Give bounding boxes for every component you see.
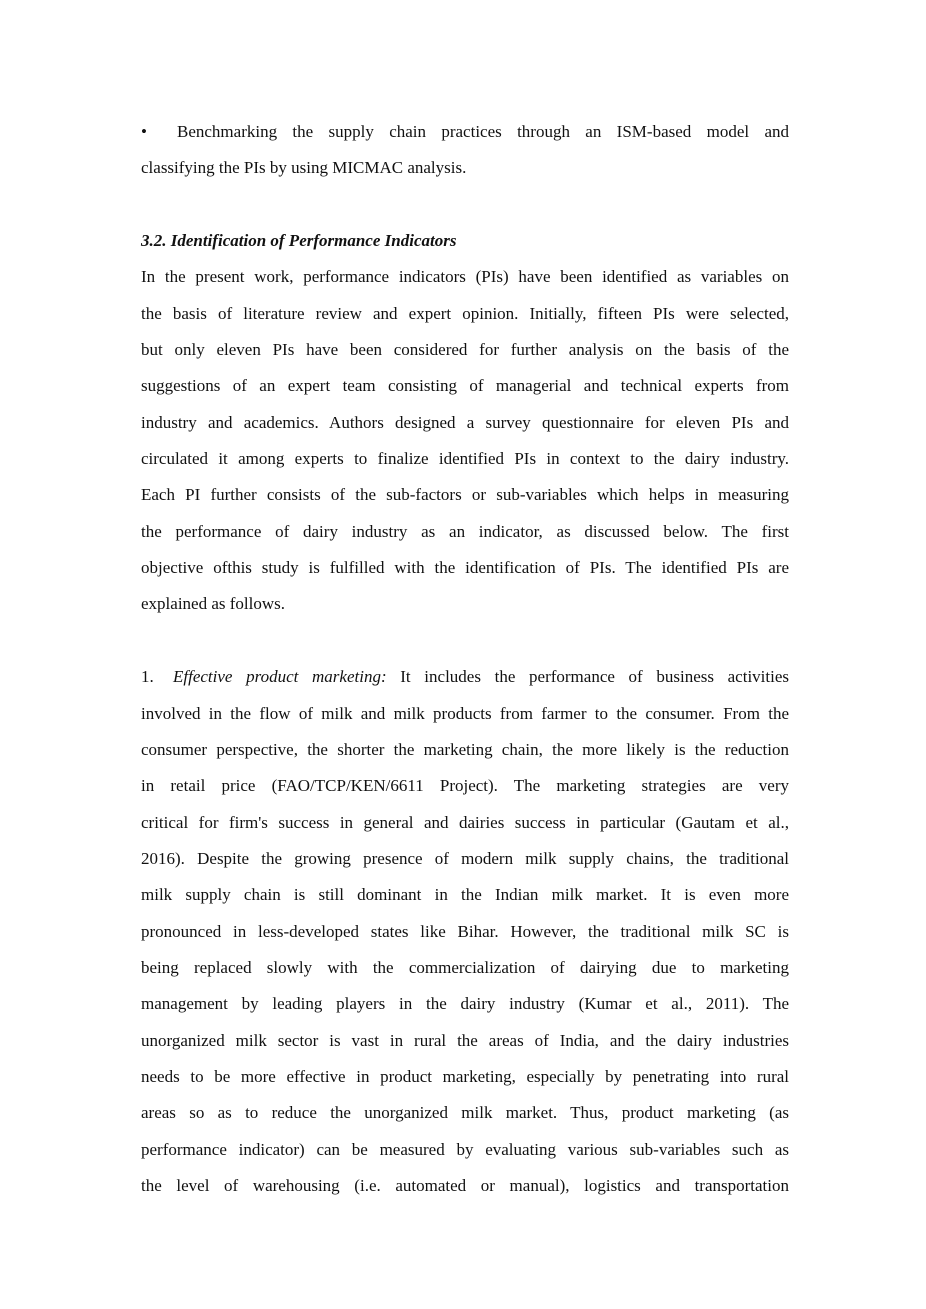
- text-line: In the present work, performance indicators (PIs) have been identified as variables on: [141, 267, 789, 287]
- text-line: the basis of literature review and expert opinion. Initially, fifteen PIs were selected,: [141, 303, 789, 323]
- text-line: management by leading players in the dairy industry (Kumar et al., 2011). The: [141, 994, 789, 1014]
- document-page: [141, 114, 789, 1204]
- text-line: explained as follows.: [141, 594, 285, 614]
- text-line: consumer perspective, the shorter the marketing chain, the more likely is the reduction: [141, 739, 789, 759]
- text-line: industry and academics. Authors designed a survey questionnaire for eleven PIs and: [141, 412, 789, 432]
- text-line: pronounced in less-developed states like Bihar. However, the traditional milk SC is: [141, 921, 789, 941]
- bullet-mark: •: [141, 122, 147, 141]
- text-line: suggestions of an expert team consisting of managerial and technical experts from: [141, 376, 789, 396]
- text-line: areas so as to reduce the unorganized milk market. Thus, product marketing (as: [141, 1103, 789, 1123]
- text-line: circulated it among experts to finalize identified PIs in context to the dairy industry.: [141, 449, 789, 469]
- item-number: 1.: [141, 667, 154, 687]
- text-line: but only eleven PIs have been considered for further analysis on the basis of the: [141, 340, 789, 360]
- text-line: unorganized milk sector is vast in rural the areas of India, and the dairy industries: [141, 1030, 789, 1050]
- text-line: Each PI further consists of the sub-factors or sub-variables which helps in measuring: [141, 485, 789, 505]
- text-line: 2016). Despite the growing presence of modern milk supply chains, the traditional: [141, 848, 789, 868]
- section-paragraph: [141, 259, 789, 622]
- text-line: milk supply chain is still dominant in the Indian milk market. It is even more: [141, 885, 789, 905]
- bullet-line: Benchmarking the supply chain practices through an ISM-based model and: [177, 122, 789, 141]
- item-term: Effective product marketing:: [173, 667, 387, 687]
- item-text: It includes the performance of business activities: [400, 667, 789, 687]
- text-line: being replaced slowly with the commercialization of dairying due to marketing: [141, 957, 789, 977]
- bullet-item: [141, 114, 789, 150]
- text-line: the level of warehousing (i.e. automated or manual), logistics and transportation: [141, 1175, 789, 1195]
- item-1-first-line: [141, 659, 789, 695]
- text-line: performance indicator) can be measured by evaluating various sub-variables such as: [141, 1139, 789, 1159]
- bullet-line: classifying the PIs by using MICMAC analysis.: [141, 158, 467, 178]
- text-line: objective ofthis study is fulfilled with the identification of PIs. The identified PIs are: [141, 558, 789, 578]
- section-heading: 3.2. Identification of Performance Indicators: [141, 231, 457, 251]
- item-1-paragraph: [141, 696, 789, 1205]
- text-line: involved in the flow of milk and milk products from farmer to the consumer. From the: [141, 703, 789, 723]
- text-line: needs to be more effective in product marketing, especially by penetrating into rural: [141, 1066, 789, 1086]
- text-line: in retail price (FAO/TCP/KEN/6611 Project). The marketing strategies are very: [141, 776, 789, 796]
- text-line: the performance of dairy industry as an indicator, as discussed below. The first: [141, 521, 789, 541]
- text-line: critical for firm's success in general and dairies success in particular (Gautam et al.,: [141, 812, 789, 832]
